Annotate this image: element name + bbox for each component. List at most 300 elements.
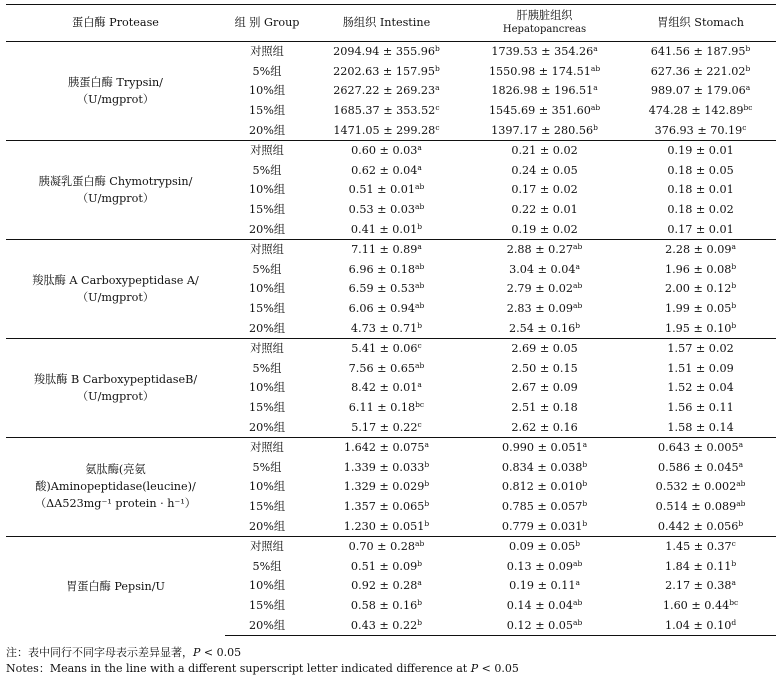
- stomach-value-cell: [625, 279, 776, 299]
- hepatopancreas-value: 2.50 ± 0.15: [511, 361, 578, 375]
- intestine-value: 0.41 ± 0.01: [350, 222, 418, 236]
- intestine-value: 0.58 ± 0.16: [350, 598, 418, 612]
- intestine-value-cell: [309, 576, 464, 596]
- hepatopancreas-value-cell: [464, 596, 625, 616]
- intestine-significance-letter: b: [417, 597, 423, 607]
- intestine-value-cell: [309, 497, 464, 517]
- group-cell: 15%组: [248, 104, 286, 118]
- stomach-value-cell: [625, 318, 776, 338]
- intestine-value-cell: [309, 378, 464, 398]
- hepatopancreas-value-cell: [464, 556, 625, 576]
- stomach-value-cell: [625, 477, 776, 497]
- stomach-significance-letter: a: [738, 459, 744, 469]
- hepatopancreas-value-cell: [464, 161, 625, 181]
- table-body: [6, 42, 776, 636]
- stomach-significance-letter: b: [731, 281, 737, 291]
- hepatopancreas-significance-letter: b: [582, 479, 588, 489]
- intestine-significance-letter: a: [417, 162, 422, 172]
- hepatopancreas-value: 2.88 ± 0.27: [506, 243, 574, 257]
- stomach-value-cell: [625, 359, 776, 379]
- enzyme-name-cell: [6, 140, 225, 239]
- stomach-value-cell: [625, 457, 776, 477]
- hepatopancreas-value: 0.22 ± 0.01: [511, 203, 578, 217]
- hepatopancreas-significance-letter: b: [582, 459, 588, 469]
- stomach-value: 1.60 ± 0.44: [662, 598, 730, 612]
- table-row: [6, 140, 776, 160]
- table-row: [6, 239, 776, 259]
- hepatopancreas-value-cell: [464, 101, 625, 121]
- group-cell: 10%组: [248, 480, 286, 494]
- intestine-significance-letter: b: [417, 320, 423, 330]
- stomach-value-cell: [625, 437, 776, 457]
- intestine-significance-letter: b: [417, 558, 423, 568]
- stomach-value: 989.07 ± 179.06: [650, 84, 746, 98]
- stomach-significance-letter: b: [745, 44, 751, 54]
- note-en-text: Notes：Means in the line with a different superscript letter indicated difference at: [6, 662, 471, 675]
- intestine-significance-letter: a: [417, 242, 422, 252]
- hepatopancreas-significance-letter: a: [575, 261, 580, 271]
- intestine-significance-letter: ab: [414, 281, 425, 291]
- stomach-significance-letter: b: [745, 63, 751, 73]
- stomach-value-cell: [625, 299, 776, 319]
- intestine-value-cell: [309, 359, 464, 379]
- intestine-value: 1.329 ± 0.029: [343, 480, 425, 494]
- hepatopancreas-significance-letter: ab: [573, 281, 583, 291]
- stomach-value-cell: [625, 239, 776, 259]
- stomach-value: 0.18 ± 0.05: [667, 163, 734, 177]
- stomach-value-cell: [625, 516, 776, 536]
- stomach-value-cell: [625, 81, 776, 101]
- header-group: 组 别 Group: [225, 5, 309, 42]
- intestine-value: 1471.05 ± 299.28: [333, 123, 436, 137]
- group-cell: 15%组: [248, 598, 286, 612]
- hepatopancreas-value-cell: [464, 318, 625, 338]
- header-intestine: 肠组织 Intestine: [309, 5, 464, 42]
- intestine-value: 0.92 ± 0.28: [351, 579, 418, 593]
- hepatopancreas-value: 3.04 ± 0.04: [509, 262, 576, 276]
- group-cell: 10%组: [248, 84, 286, 98]
- intestine-value-cell: [309, 62, 464, 82]
- group-cell: 5%组: [252, 163, 282, 177]
- intestine-value-cell: [309, 556, 464, 576]
- intestine-value-cell: [309, 398, 464, 418]
- stomach-value: 0.586 ± 0.045: [658, 460, 739, 474]
- hepatopancreas-value: 0.19 ± 0.11: [509, 579, 576, 593]
- group-cell: 5%组: [252, 262, 282, 276]
- intestine-value-cell: [309, 338, 464, 358]
- stomach-significance-letter: b: [731, 320, 737, 330]
- stomach-value: 627.36 ± 221.02: [650, 64, 746, 78]
- intestine-significance-letter: a: [417, 143, 422, 153]
- enzyme-name: 氨肽酶(亮氨酸)Aminopeptidase(leucine)/: [35, 463, 196, 494]
- intestine-value: 2627.22 ± 269.23: [333, 84, 436, 98]
- intestine-value: 6.11 ± 0.18: [348, 400, 416, 414]
- group-cell: 20%组: [248, 321, 286, 335]
- enzyme-name: 胰蛋白酶 Trypsin/: [68, 75, 163, 89]
- group-cell: 对照组: [225, 42, 309, 62]
- intestine-value-cell: [309, 81, 464, 101]
- hepatopancreas-value: 2.79 ± 0.02: [506, 282, 574, 296]
- hepatopancreas-value-cell: [464, 239, 625, 259]
- note-cn-threshold: < 0.05: [200, 646, 242, 659]
- intestine-value: 2202.63 ± 157.95: [333, 64, 436, 78]
- enzyme-name-cell: [6, 42, 225, 141]
- intestine-value: 0.51 ± 0.01: [348, 183, 415, 197]
- enzyme-unit: （U/mgprot）: [76, 290, 155, 304]
- intestine-value: 0.70 ± 0.28: [348, 540, 415, 554]
- stomach-value: 2.28 ± 0.09: [665, 243, 732, 257]
- stomach-value-cell: [625, 140, 776, 160]
- hepatopancreas-value-cell: [464, 62, 625, 82]
- stomach-value: 474.28 ± 142.89: [648, 104, 744, 118]
- intestine-value: 4.73 ± 0.71: [350, 321, 418, 335]
- stomach-value-cell: [625, 576, 776, 596]
- hepatopancreas-value-cell: [464, 180, 625, 200]
- stomach-value: 0.18 ± 0.02: [667, 203, 734, 217]
- group-cell: 对照组: [225, 536, 309, 556]
- intestine-value-cell: [309, 417, 464, 437]
- intestine-value: 6.59 ± 0.53: [348, 282, 415, 296]
- group-cell: 15%组: [248, 499, 286, 513]
- hepatopancreas-value: 1550.98 ± 174.51: [488, 64, 591, 78]
- header-stomach: 胃组织 Stomach: [625, 5, 776, 42]
- group-cell: 对照组: [225, 239, 309, 259]
- stomach-significance-letter: a: [745, 83, 751, 93]
- intestine-value-cell: [309, 161, 464, 181]
- hepatopancreas-value: 2.69 ± 0.05: [511, 342, 578, 356]
- stomach-value: 0.442 ± 0.056: [657, 519, 739, 533]
- stomach-value-cell: [625, 398, 776, 418]
- hepatopancreas-value: 0.785 ± 0.057: [501, 499, 583, 513]
- enzyme-unit: （U/mgprot）: [76, 92, 155, 106]
- group-cell: 对照组: [225, 140, 309, 160]
- header-row: [6, 5, 776, 42]
- hepatopancreas-value: 0.12 ± 0.05: [506, 618, 574, 632]
- intestine-value: 1.230 ± 0.051: [343, 519, 425, 533]
- stomach-significance-letter: a: [738, 440, 744, 450]
- stomach-value-cell: [625, 219, 776, 239]
- hepatopancreas-value: 2.62 ± 0.16: [511, 420, 578, 434]
- note-en-threshold: < 0.05: [478, 662, 519, 675]
- stomach-value: 376.93 ± 70.19: [654, 123, 743, 137]
- intestine-significance-letter: ab: [414, 261, 425, 271]
- hepatopancreas-significance-letter: ab: [573, 558, 583, 568]
- intestine-value-cell: [309, 477, 464, 497]
- header-hepato-en: Hepatopancreas: [502, 24, 587, 35]
- hepatopancreas-value: 0.990 ± 0.051: [502, 441, 583, 455]
- group-cell: 5%组: [252, 64, 282, 78]
- enzyme-unit: （ΔA523mg⁻¹ protein · h⁻¹）: [34, 497, 196, 511]
- hepatopancreas-value: 0.09 ± 0.05: [508, 540, 576, 554]
- intestine-value: 7.56 ± 0.65: [348, 361, 415, 375]
- group-cell: 15%组: [248, 302, 286, 316]
- hepatopancreas-value-cell: [464, 615, 625, 635]
- stomach-value: 1.57 ± 0.02: [667, 342, 734, 356]
- intestine-value-cell: [309, 516, 464, 536]
- intestine-significance-letter: b: [424, 498, 430, 508]
- stomach-value: 1.96 ± 0.08: [665, 262, 732, 276]
- hepatopancreas-value: 2.54 ± 0.16: [508, 321, 576, 335]
- hepatopancreas-significance-letter: a: [593, 83, 598, 93]
- hepatopancreas-value-cell: [464, 260, 625, 280]
- group-cell: 15%组: [248, 203, 286, 217]
- intestine-value: 6.96 ± 0.18: [348, 262, 415, 276]
- intestine-value-cell: [309, 299, 464, 319]
- hepatopancreas-significance-letter: ab: [590, 63, 601, 73]
- stomach-significance-letter: d: [731, 617, 737, 627]
- hepatopancreas-significance-letter: b: [575, 320, 581, 330]
- stomach-value: 1.99 ± 0.05: [665, 302, 732, 316]
- intestine-value: 6.06 ± 0.94: [348, 302, 415, 316]
- enzyme-unit: （U/mgprot）: [76, 389, 155, 403]
- intestine-value-cell: [309, 120, 464, 140]
- hepatopancreas-value-cell: [464, 516, 625, 536]
- hepatopancreas-value-cell: [464, 398, 625, 418]
- hepatopancreas-value-cell: [464, 279, 625, 299]
- intestine-value-cell: [309, 239, 464, 259]
- stomach-value: 0.532 ± 0.002: [655, 480, 737, 494]
- hepatopancreas-value: 0.21 ± 0.02: [511, 144, 578, 158]
- intestine-value: 0.51 ± 0.09: [350, 559, 418, 573]
- hepatopancreas-value-cell: [464, 378, 625, 398]
- hepatopancreas-value: 2.83 ± 0.09: [506, 302, 574, 316]
- stomach-significance-letter: ab: [736, 498, 746, 508]
- intestine-value: 0.62 ± 0.04: [351, 163, 418, 177]
- intestine-value: 1.357 ± 0.065: [343, 499, 425, 513]
- enzyme-name: 胰凝乳蛋白酶 Chymotrypsin/: [38, 174, 193, 188]
- intestine-value: 1.642 ± 0.075: [343, 441, 425, 455]
- hepatopancreas-value-cell: [464, 576, 625, 596]
- intestine-value-cell: [309, 101, 464, 121]
- group-cell: 20%组: [248, 123, 286, 137]
- group-cell: 20%组: [248, 519, 286, 533]
- hepatopancreas-value-cell: [464, 497, 625, 517]
- stomach-value: 0.17 ± 0.01: [667, 222, 734, 236]
- hepatopancreas-significance-letter: b: [593, 122, 598, 132]
- stomach-significance-letter: b: [738, 518, 744, 528]
- hepatopancreas-value: 2.51 ± 0.18: [511, 400, 578, 414]
- intestine-significance-letter: ab: [414, 539, 425, 549]
- intestine-value-cell: [309, 200, 464, 220]
- stomach-value: 2.17 ± 0.38: [665, 579, 732, 593]
- stomach-significance-letter: b: [731, 261, 737, 271]
- hepatopancreas-value: 2.67 ± 0.09: [511, 381, 578, 395]
- stomach-significance-letter: ab: [736, 479, 746, 489]
- stomach-value-cell: [625, 42, 776, 62]
- intestine-value-cell: [309, 596, 464, 616]
- intestine-significance-letter: a: [417, 578, 422, 588]
- group-cell: 20%组: [225, 615, 309, 635]
- stomach-value-cell: [625, 417, 776, 437]
- note-chinese: [6, 644, 241, 660]
- hepatopancreas-value-cell: [464, 338, 625, 358]
- hepatopancreas-significance-letter: a: [593, 44, 598, 54]
- stomach-significance-letter: bc: [729, 597, 739, 607]
- hepatopancreas-value: 0.14 ± 0.04: [506, 598, 574, 612]
- intestine-value-cell: [309, 615, 464, 635]
- hepatopancreas-value: 1826.98 ± 196.51: [491, 84, 594, 98]
- hepatopancreas-value-cell: [464, 417, 625, 437]
- hepatopancreas-significance-letter: ab: [573, 597, 583, 607]
- hepatopancreas-value: 0.779 ± 0.031: [501, 519, 583, 533]
- hepatopancreas-value-cell: [464, 359, 625, 379]
- intestine-significance-letter: b: [435, 44, 440, 54]
- enzyme-name-cell: [6, 536, 225, 635]
- group-cell: 对照组: [225, 437, 309, 457]
- hepatopancreas-value: 1545.69 ± 351.60: [488, 104, 591, 118]
- group-cell: 5%组: [252, 559, 282, 573]
- stomach-value-cell: [625, 161, 776, 181]
- intestine-value-cell: [309, 140, 464, 160]
- stomach-value: 0.643 ± 0.005: [658, 441, 739, 455]
- intestine-significance-letter: b: [435, 63, 440, 73]
- enzyme-name: 胃蛋白酶 Pepsin/U: [66, 579, 165, 593]
- stomach-value: 641.56 ± 187.95: [650, 45, 746, 59]
- intestine-value-cell: [309, 437, 464, 457]
- stomach-value-cell: [625, 536, 776, 556]
- stomach-value-cell: [625, 260, 776, 280]
- header-protease: 蛋白酶 Protease: [6, 5, 225, 42]
- hepatopancreas-value: 0.812 ± 0.010: [501, 480, 583, 494]
- hepatopancreas-value: 1739.53 ± 354.26: [491, 45, 594, 59]
- group-cell: 10%组: [248, 183, 286, 197]
- stomach-value: 1.95 ± 0.10: [665, 321, 732, 335]
- intestine-value-cell: [309, 318, 464, 338]
- stomach-value: 1.56 ± 0.11: [667, 400, 734, 414]
- stomach-significance-letter: b: [731, 301, 737, 311]
- intestine-significance-letter: b: [424, 518, 430, 528]
- intestine-value: 1685.37 ± 353.52: [333, 104, 436, 118]
- stomach-value-cell: [625, 378, 776, 398]
- table-row: [6, 338, 776, 358]
- stomach-value: 1.52 ± 0.04: [667, 381, 734, 395]
- stomach-value-cell: [625, 200, 776, 220]
- hepatopancreas-value: 0.13 ± 0.09: [506, 559, 574, 573]
- hepatopancreas-value: 0.834 ± 0.038: [501, 460, 583, 474]
- hepatopancreas-value-cell: [464, 200, 625, 220]
- intestine-significance-letter: b: [424, 479, 430, 489]
- enzyme-name: 羧肽酶 B CarboxypeptidaseB/: [33, 372, 198, 386]
- note-cn-text: 注：表中同行不同字母表示差异显著，: [6, 646, 193, 659]
- intestine-value: 7.11 ± 0.89: [351, 243, 418, 257]
- hepatopancreas-value-cell: [464, 81, 625, 101]
- stomach-value: 0.18 ± 0.01: [667, 183, 734, 197]
- stomach-significance-letter: b: [731, 558, 737, 568]
- stomach-value: 1.45 ± 0.37: [665, 540, 732, 554]
- header-hepatopancreas: [464, 5, 625, 42]
- hepatopancreas-value-cell: [464, 437, 625, 457]
- hepatopancreas-significance-letter: ab: [573, 617, 583, 627]
- stomach-significance-letter: a: [731, 242, 736, 252]
- intestine-significance-letter: a: [417, 380, 422, 390]
- intestine-significance-letter: a: [435, 83, 440, 93]
- intestine-significance-letter: c: [417, 419, 422, 429]
- stomach-value: 0.514 ± 0.089: [655, 499, 737, 513]
- stomach-value-cell: [625, 338, 776, 358]
- stomach-significance-letter: a: [731, 578, 736, 588]
- intestine-significance-letter: b: [417, 617, 423, 627]
- note-english: [6, 660, 519, 676]
- intestine-significance-letter: ab: [414, 301, 425, 311]
- stomach-significance-letter: bc: [743, 103, 753, 113]
- stomach-value-cell: [625, 120, 776, 140]
- stomach-value-cell: [625, 497, 776, 517]
- intestine-significance-letter: b: [417, 221, 423, 231]
- hepatopancreas-value: 1397.17 ± 280.56: [491, 123, 594, 137]
- stomach-significance-letter: c: [731, 539, 736, 549]
- intestine-value: 5.41 ± 0.06: [351, 342, 418, 356]
- stomach-value-cell: [625, 596, 776, 616]
- group-cell: 10%组: [248, 579, 286, 593]
- stomach-value: 2.00 ± 0.12: [665, 282, 732, 296]
- stomach-value-cell: [625, 615, 776, 635]
- intestine-significance-letter: ab: [414, 202, 425, 212]
- group-cell: 5%组: [252, 361, 282, 375]
- enzyme-unit: （U/mgprot）: [76, 191, 155, 205]
- note-cn-p: P: [193, 646, 201, 659]
- enzyme-name-cell: [6, 239, 225, 338]
- group-cell: 20%组: [248, 420, 286, 434]
- stomach-value-cell: [625, 556, 776, 576]
- hepatopancreas-value-cell: [464, 42, 625, 62]
- intestine-significance-letter: ab: [414, 360, 425, 370]
- hepatopancreas-significance-letter: b: [582, 498, 588, 508]
- stomach-value: 1.84 ± 0.11: [665, 559, 732, 573]
- intestine-significance-letter: c: [417, 341, 422, 351]
- hepatopancreas-significance-letter: a: [582, 440, 588, 450]
- table-row: [6, 536, 776, 556]
- hepatopancreas-value-cell: [464, 477, 625, 497]
- hepatopancreas-value-cell: [464, 299, 625, 319]
- intestine-significance-letter: ab: [414, 182, 425, 192]
- hepatopancreas-value-cell: [464, 140, 625, 160]
- hepatopancreas-significance-letter: b: [575, 539, 581, 549]
- stomach-value: 1.58 ± 0.14: [667, 420, 734, 434]
- intestine-significance-letter: a: [424, 440, 429, 450]
- group-cell: 20%组: [248, 222, 286, 236]
- table-row: [6, 437, 776, 457]
- intestine-value-cell: [309, 457, 464, 477]
- intestine-value: 0.60 ± 0.03: [351, 144, 418, 158]
- hepatopancreas-significance-letter: ab: [573, 301, 583, 311]
- intestine-value-cell: [309, 219, 464, 239]
- intestine-value-cell: [309, 180, 464, 200]
- group-cell: 10%组: [248, 381, 286, 395]
- group-cell: 10%组: [248, 282, 286, 296]
- intestine-value: 0.53 ± 0.03: [348, 203, 415, 217]
- intestine-significance-letter: c: [435, 122, 440, 132]
- group-cell: 对照组: [225, 338, 309, 358]
- table-row: [6, 42, 776, 62]
- enzyme-name-cell: [6, 338, 225, 437]
- intestine-value-cell: [309, 260, 464, 280]
- intestine-value-cell: [309, 42, 464, 62]
- group-cell: 15%组: [248, 400, 286, 414]
- hepatopancreas-value: 0.19 ± 0.02: [511, 222, 578, 236]
- stomach-value-cell: [625, 101, 776, 121]
- header-hepato-cn: 肝胰脏组织: [516, 9, 573, 22]
- hepatopancreas-value-cell: [464, 457, 625, 477]
- intestine-value: 0.43 ± 0.22: [350, 618, 418, 632]
- note-en-p: P: [470, 662, 479, 675]
- hepatopancreas-value: 0.24 ± 0.05: [511, 163, 578, 177]
- stomach-significance-letter: c: [742, 122, 747, 132]
- stomach-value: 1.51 ± 0.09: [667, 361, 734, 375]
- hepatopancreas-significance-letter: a: [575, 578, 580, 588]
- intestine-significance-letter: c: [435, 103, 440, 113]
- intestine-value: 2094.94 ± 355.96: [333, 45, 436, 59]
- hepatopancreas-significance-letter: ab: [590, 103, 601, 113]
